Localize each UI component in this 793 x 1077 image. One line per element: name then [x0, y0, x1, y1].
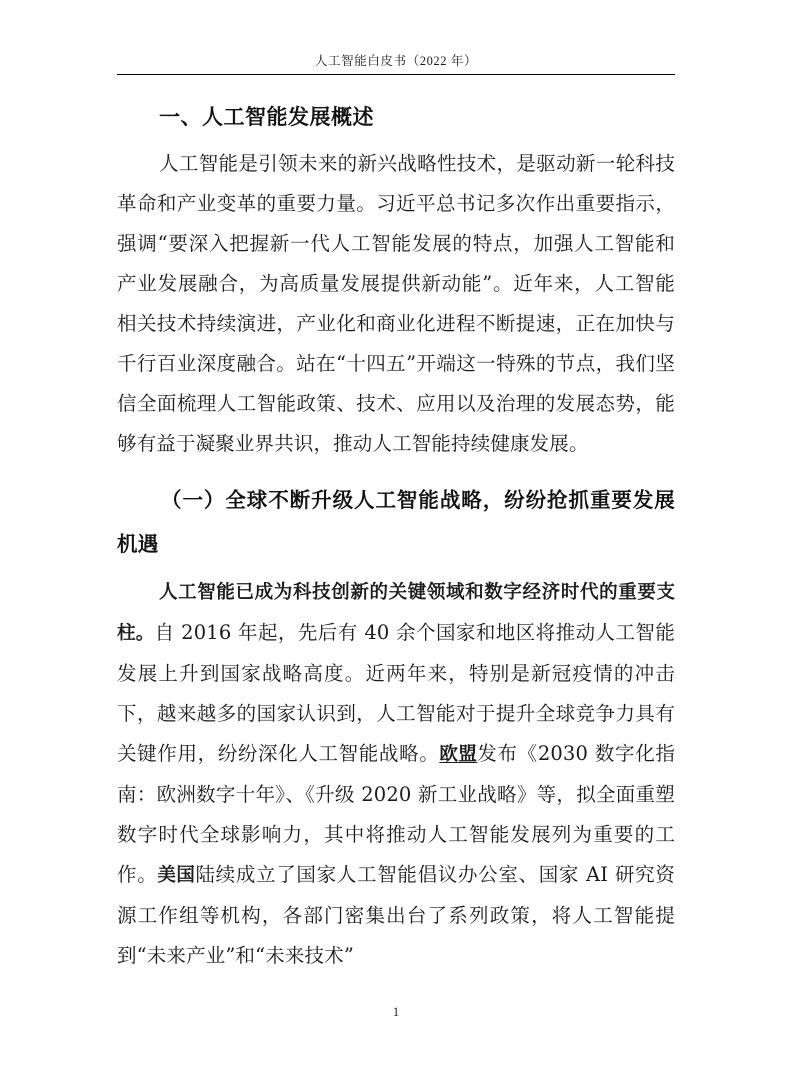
- section-heading: 一、人工智能发展概述: [159, 105, 374, 129]
- intro-paragraph: 人工智能是引领未来的新兴战略性技术，是驱动新一轮科技革命和产业变革的重要力量。习近平总书记多次作出重要指示，强调“要深入把握新一代人工智能发展的特点，加强人工智能和产业发展融合，为高质量发展提供新动能”。近年来，人工智能相关技术持续演进，产业化和商业化进程不断提速，正在加快与千行百业深度融合。站在“十四五”开端这一特殊的节点，我们坚信全面梳理人工智能政策、技术、应用以及治理的发展态势，能够有益于凝聚业界共识，推动人工智能持续健康发展。: [117, 152, 675, 455]
- page-number: 1: [392, 1005, 400, 1019]
- paragraph-run-b: 发布《2030 数字化指南：欧洲数字十年》、《升级 2020 新工业战略》等，拟全面重塑数字时代全球影响力，其中将推动人工智能发展列为重要的工作。: [117, 742, 675, 886]
- body-paragraph-two: [117, 572, 675, 976]
- page-footer: [117, 1003, 675, 1021]
- paragraph-lead-emphasis: 人工智能已成为科技创新的关键领域和数字经济时代的重要支柱。: [117, 582, 675, 644]
- running-header: [117, 52, 675, 70]
- header-rule-divider: [117, 74, 675, 75]
- paragraph-run-c: 陆续成立了国家人工智能倡议办公室、国家 AI 研究资源工作组等机构，各部门密集出台了系列政策，将人工智能提到“未来产业”和“未来技术”: [117, 863, 675, 967]
- entity-united-states: 美国: [157, 865, 196, 886]
- entity-european-union: 欧盟: [439, 744, 478, 765]
- paragraph-run-a: 自 2016 年起，先后有 40 余个国家和地区将推动人工智能发展上升到国家战略高度。近两年来，特别是新冠疫情的冲击下，越来越多的国家认识到，人工智能对于提升全球竞争力具有关键作用，纷纷深化人工智能战略。: [117, 621, 675, 765]
- running-header-text: 人工智能白皮书（2022 年）: [314, 54, 478, 68]
- subsection-heading: （一）全球不断升级人工智能战略，纷纷抢抓重要发展机遇: [117, 488, 675, 556]
- page-content: [117, 96, 675, 978]
